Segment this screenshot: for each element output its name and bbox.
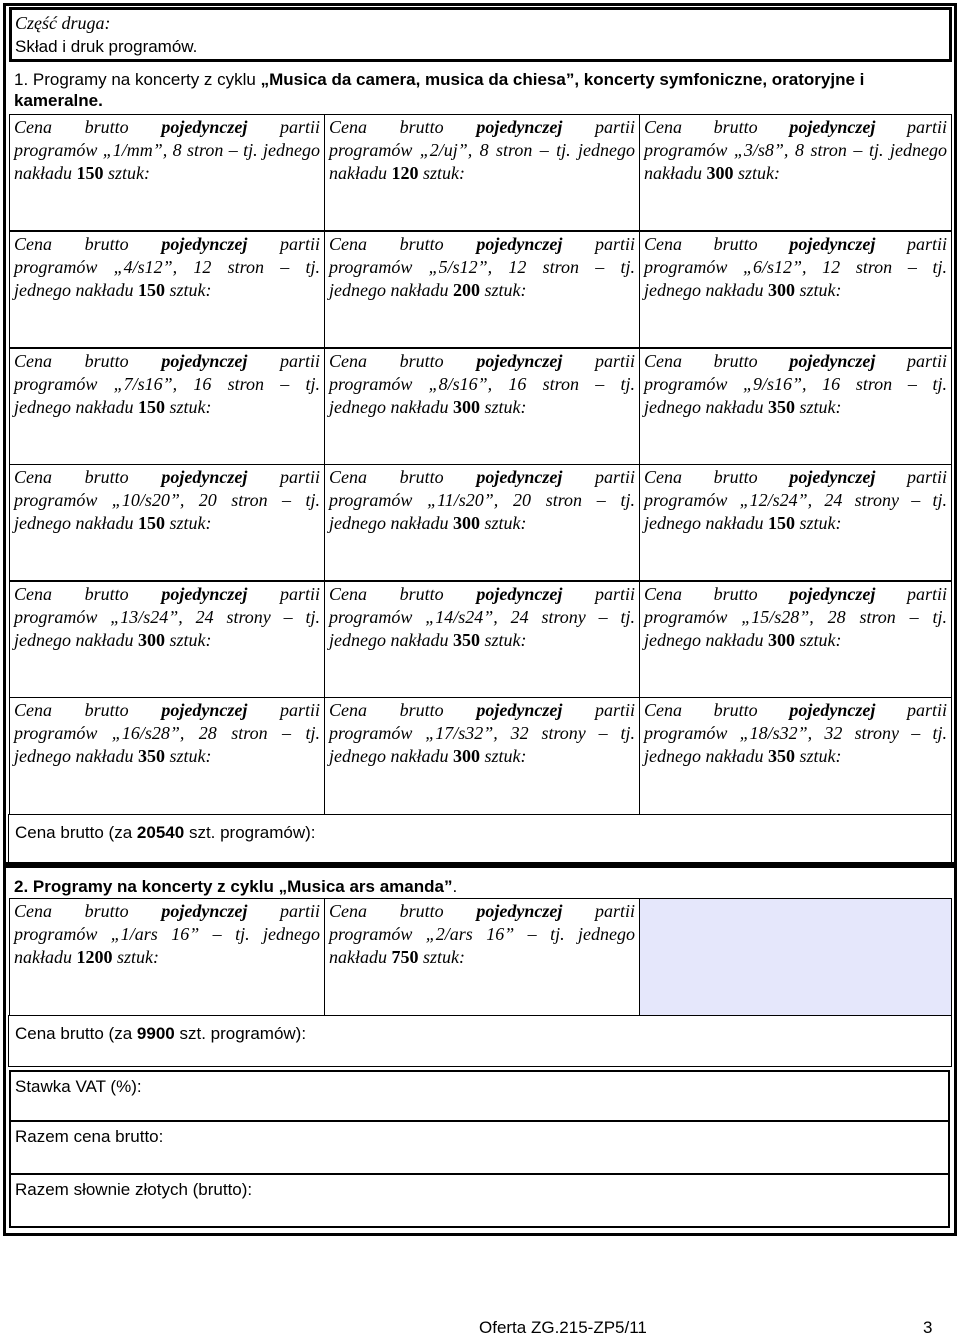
- price-cell-label: Cena brutto: [644, 700, 758, 720]
- price-cell-quantity: 300: [452, 513, 480, 533]
- price-cell-emphasis: pojedynczej: [161, 351, 248, 371]
- price-cell-unit: sztuk:: [738, 163, 780, 183]
- price-cell-description: partii programów „5/s12”, 12 stron – tj. jednego nakładu: [329, 234, 636, 300]
- price-cell-emphasis: pojedynczej: [476, 584, 563, 604]
- price-cell[interactable]: [9, 114, 325, 231]
- price-cell-quantity: 150: [137, 280, 165, 300]
- price-cell[interactable]: [324, 348, 640, 465]
- price-cell-unit: sztuk:: [169, 746, 212, 766]
- price-cell-label: Cena brutto: [14, 467, 129, 487]
- price-cell-unit: sztuk:: [117, 947, 159, 967]
- price-cell-description: partii programów „16/s28”, 28 stron – tj. jednego nakładu: [14, 700, 321, 766]
- price-cell-description: partii programów „8/s16”, 16 stron – tj. jednego nakładu: [329, 351, 636, 417]
- price-cell-description: partii programów „3/s8”, 8 stron – tj. jednego nakładu: [644, 117, 948, 183]
- price-cell-unit: sztuk:: [169, 630, 212, 650]
- price-cell-label: Cena brutto: [14, 117, 129, 137]
- total-price-label: Razem cena brutto:: [15, 1127, 164, 1146]
- price-cell-emphasis: pojedynczej: [789, 467, 876, 487]
- price-cell-description: partii programów „18/s32”, 32 strony – tj. jednego nakładu: [644, 700, 948, 766]
- price-cell-unit: sztuk:: [484, 397, 527, 417]
- price-cell-description: partii programów „17/s32”, 32 strony – tj. jednego nakładu: [329, 700, 636, 766]
- page-footer: [0, 1318, 960, 1337]
- price-cell-emphasis: pojedynczej: [476, 467, 563, 487]
- price-cell-unit: sztuk:: [799, 746, 842, 766]
- price-cell-label: Cena brutto: [14, 901, 129, 921]
- price-cell-label: Cena brutto: [329, 234, 444, 254]
- price-cell[interactable]: [9, 464, 325, 581]
- price-cell-quantity: 300: [706, 163, 734, 183]
- section1-total-row[interactable]: [8, 814, 952, 866]
- section2-total-prefix: Cena brutto (za: [15, 1024, 133, 1043]
- section2-title-end: .: [452, 877, 458, 896]
- section1-title-prefix: Programy na koncerty z cyklu: [32, 70, 256, 89]
- price-cell-quantity: 120: [391, 163, 419, 183]
- price-cell-quantity: 300: [452, 746, 480, 766]
- price-cell-label: Cena brutto: [329, 351, 444, 371]
- section1-title-quoted: „Musica da camera, musica da chiesa”, koncerty symfoniczne, oratoryjne i kameralne.: [14, 70, 865, 110]
- price-cell-label: Cena brutto: [644, 584, 758, 604]
- price-cell-quantity: 1200: [76, 947, 113, 967]
- vat-rate-label: Stawka VAT (%):: [15, 1077, 142, 1096]
- price-cell[interactable]: [9, 231, 325, 348]
- price-cell-emphasis: pojedynczej: [161, 901, 248, 921]
- section2-title-prefix: Programy na koncerty z cyklu: [32, 877, 274, 896]
- price-cell-quantity: 300: [767, 630, 795, 650]
- price-cell-quantity: 350: [767, 397, 795, 417]
- price-cell-label: Cena brutto: [644, 117, 758, 137]
- price-cell-description: partii programów „11/s20”, 20 stron – tj. jednego nakładu: [329, 467, 636, 533]
- price-cell-emphasis: pojedynczej: [789, 117, 876, 137]
- price-cell-label: Cena brutto: [644, 234, 758, 254]
- price-cell-emphasis: pojedynczej: [476, 901, 563, 921]
- price-cell[interactable]: [9, 581, 325, 698]
- total-words-field[interactable]: [9, 1175, 950, 1228]
- price-cell-unit: sztuk:: [484, 630, 527, 650]
- price-cell-label: Cena brutto: [14, 351, 129, 371]
- price-cell-emphasis: pojedynczej: [161, 584, 248, 604]
- price-cell-label: Cena brutto: [329, 467, 444, 487]
- section1-total-qty: 20540: [136, 823, 185, 842]
- total-words-label: Razem słownie złotych (brutto):: [15, 1180, 253, 1199]
- price-cell[interactable]: [639, 464, 952, 581]
- price-cell-emphasis: pojedynczej: [161, 467, 248, 487]
- price-cell-unit: sztuk:: [423, 947, 465, 967]
- section2-total-qty: 9900: [136, 1024, 175, 1043]
- price-cell-quantity: 150: [137, 513, 165, 533]
- price-cell-unit: sztuk:: [169, 513, 212, 533]
- price-cell[interactable]: [324, 231, 640, 348]
- price-cell[interactable]: [639, 231, 952, 348]
- price-cell-emphasis: pojedynczej: [161, 700, 248, 720]
- price-cell-emphasis: pojedynczej: [476, 234, 563, 254]
- price-cell[interactable]: [639, 581, 952, 698]
- price-cell-description: partii programów „6/s12”, 12 stron – tj. jednego nakładu: [644, 234, 948, 300]
- section2-total-suffix: szt. programów):: [179, 1024, 307, 1043]
- price-cell-quantity: 350: [767, 746, 795, 766]
- price-cell[interactable]: [324, 114, 640, 231]
- section2-number: 2.: [14, 877, 29, 896]
- price-cell-description: partii programów „2/ars 16” – tj. jednego nakładu: [329, 901, 636, 967]
- price-cell-unit: sztuk:: [169, 280, 212, 300]
- page-number: 3: [923, 1318, 933, 1337]
- price-cell-unit: sztuk:: [484, 513, 527, 533]
- price-cell-unit: sztuk:: [799, 280, 842, 300]
- section2-title-quoted: „Musica ars amanda”: [278, 877, 453, 896]
- price-cell-quantity: 350: [452, 630, 480, 650]
- price-cell-label: Cena brutto: [14, 700, 129, 720]
- price-cell-emphasis: pojedynczej: [161, 234, 248, 254]
- document-reference: Oferta ZG.215-ZP5/11: [479, 1318, 647, 1337]
- price-cell-quantity: 300: [452, 397, 480, 417]
- price-cell-label: Cena brutto: [644, 351, 758, 371]
- price-cell-description: partii programów „12/s24”, 24 strony – tj. jednego nakładu: [644, 467, 948, 533]
- price-cell-description: partii programów „10/s20”, 20 stron – tj. jednego nakładu: [14, 467, 321, 533]
- total-price-field[interactable]: [9, 1122, 950, 1175]
- price-cell-description: partii programów „2/uj”, 8 stron – tj. jednego nakładu: [329, 117, 636, 183]
- price-cell-quantity: 200: [452, 280, 480, 300]
- price-cell[interactable]: [639, 697, 952, 815]
- price-cell-description: partii programów „9/s16”, 16 stron – tj. jednego nakładu: [644, 351, 948, 417]
- price-cell[interactable]: [324, 581, 640, 698]
- price-cell-emphasis: pojedynczej: [789, 351, 876, 371]
- price-cell-emphasis: pojedynczej: [476, 700, 563, 720]
- price-cell[interactable]: [9, 348, 325, 465]
- price-cell-label: Cena brutto: [644, 467, 758, 487]
- price-cell-unit: sztuk:: [108, 163, 150, 183]
- part-title: Część druga:: [15, 13, 111, 33]
- price-cell-quantity: 750: [391, 947, 419, 967]
- price-cell[interactable]: [324, 697, 640, 815]
- price-cell-quantity: 300: [767, 280, 795, 300]
- price-cell-emphasis: pojedynczej: [789, 700, 876, 720]
- price-cell-description: partii programów „4/s12”, 12 stron – tj. jednego nakładu: [14, 234, 321, 300]
- section1-number: 1.: [14, 70, 29, 89]
- price-cell-description: partii programów „1/mm”, 8 stron – tj. jednego nakładu: [14, 117, 321, 183]
- price-cell-unit: sztuk:: [484, 280, 527, 300]
- price-cell-emphasis: pojedynczej: [476, 117, 563, 137]
- part-subtitle: Skład i druk programów.: [15, 37, 198, 56]
- price-cell-label: Cena brutto: [329, 700, 444, 720]
- price-cell[interactable]: [639, 114, 952, 231]
- price-cell[interactable]: [324, 464, 640, 581]
- price-cell-description: partii programów „7/s16”, 16 stron – tj. jednego nakładu: [14, 351, 321, 417]
- price-cell[interactable]: [9, 697, 325, 815]
- price-cell-description: partii programów „1/ars 16” – tj. jednego nakładu: [14, 901, 321, 967]
- price-cell-label: Cena brutto: [329, 901, 444, 921]
- price-cell-emphasis: pojedynczej: [789, 234, 876, 254]
- price-cell-quantity: 150: [767, 513, 795, 533]
- price-cell-label: Cena brutto: [329, 117, 444, 137]
- price-cell-label: Cena brutto: [329, 584, 444, 604]
- section1-title: [14, 69, 944, 111]
- price-cell-label: Cena brutto: [14, 584, 129, 604]
- vat-rate-field[interactable]: [9, 1070, 950, 1122]
- section1-total-suffix: szt. programów):: [188, 823, 316, 842]
- price-cell-unit: sztuk:: [484, 746, 527, 766]
- price-cell-description: partii programów „15/s28”, 28 stron – tj. jednego nakładu: [644, 584, 948, 650]
- section1-total-prefix: Cena brutto (za: [15, 823, 133, 842]
- price-cell-description: partii programów „14/s24”, 24 strony – tj. jednego nakładu: [329, 584, 636, 650]
- price-cell-emphasis: pojedynczej: [161, 117, 248, 137]
- price-cell-quantity: 150: [137, 397, 165, 417]
- price-cell-quantity: 150: [76, 163, 104, 183]
- price-cell-unit: sztuk:: [799, 513, 842, 533]
- part-title-box: [9, 7, 952, 62]
- price-cell-label: Cena brutto: [14, 234, 129, 254]
- price-cell-unit: sztuk:: [169, 397, 212, 417]
- price-cell-quantity: 350: [137, 746, 165, 766]
- price-cell[interactable]: [639, 348, 952, 465]
- price-cell-unit: sztuk:: [423, 163, 465, 183]
- price-cell-unit: sztuk:: [799, 630, 842, 650]
- price-cell-description: partii programów „13/s24”, 24 strony – tj. jednego nakładu: [14, 584, 321, 650]
- price-cell-emphasis: pojedynczej: [789, 584, 876, 604]
- price-cell-emphasis: pojedynczej: [476, 351, 563, 371]
- price-cell-unit: sztuk:: [799, 397, 842, 417]
- price-cell-quantity: 300: [137, 630, 165, 650]
